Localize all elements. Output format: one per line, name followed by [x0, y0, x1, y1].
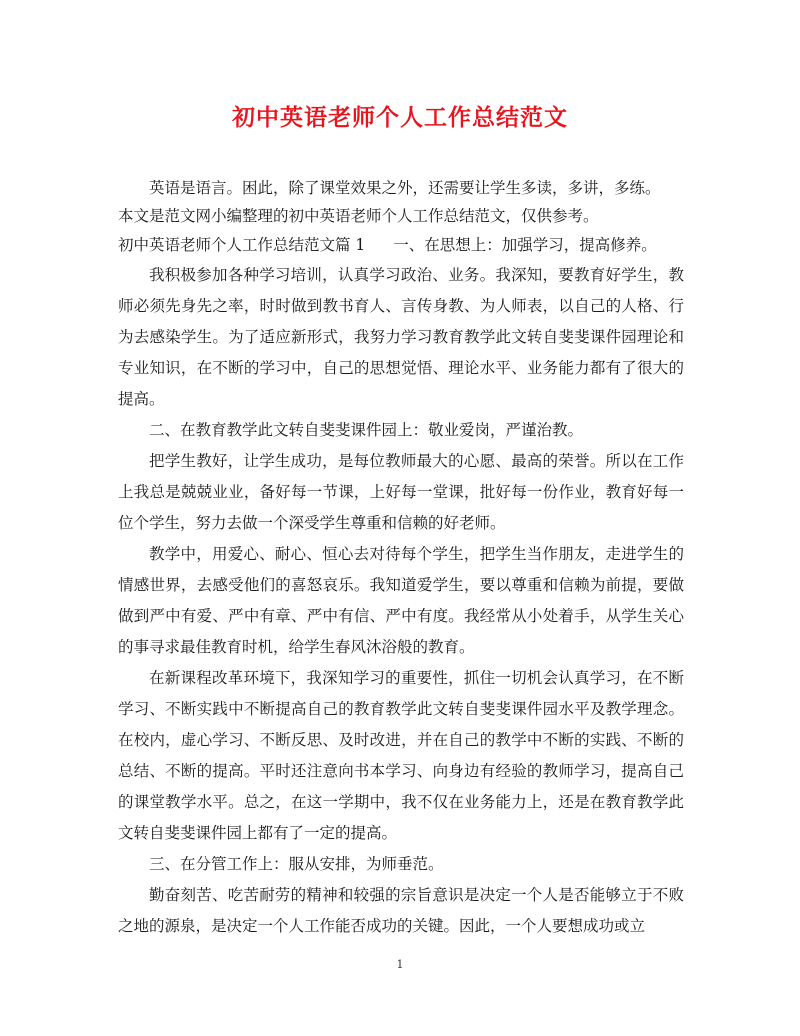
- document-body: [118, 175, 684, 942]
- section-heading-subtitle: 一、在思想上：加强学习，提高修养。: [393, 236, 657, 254]
- paragraph-3: 把学生教好，让学生成功，是每位教师最大的心愿、最高的荣誉。所以在工作上我总是兢兢业业，备好每一节课，上好每一堂课，批好每一份作业，教育好每一位个学生，努力去做一个深受学生尊重和信赖的好老师。: [118, 452, 684, 532]
- intro-line-2: 本文是范文网小编整理的初中英语老师个人工作总结范文，仅供参考。: [118, 207, 599, 225]
- section-heading: [118, 231, 684, 260]
- paragraph-1: 我积极参加各种学习培训，认真学习政治、业务。我深知，要教育好学生，教师必须先身先之率，时时做到教书育人、言传身教、为人师表，以自己的人格、行为去感染学生。为了适应新形式，我努力学习教育教学此文转自斐斐课件园理论和专业知识，在不断的学习中，自己的思想觉悟、理论水平、业务能力都有了很大的提高。: [118, 266, 684, 408]
- paragraph-7: 勤奋刻苦、吃苦耐劳的精神和较强的宗旨意识是决定一个人是否能够立于不败之地的源泉，是决定一个人工作能否成功的关键。因此，一个人要想成功或立: [118, 886, 684, 935]
- intro-line-1: 英语是语言。困此，除了课堂效果之外，还需要让学生多读，多讲，多练。: [149, 179, 661, 197]
- paragraph-2: 二、在教育教学此文转自斐斐课件园上：敬业爱岗，严谨治教。: [149, 421, 584, 439]
- section-heading-title: 初中英语老师个人工作总结范文篇 1: [118, 236, 366, 254]
- document-title: 初中英语老师个人工作总结范文: [232, 104, 568, 131]
- paragraph-6: 三、在分管工作上：服从安排，为师垂范。: [149, 855, 444, 873]
- paragraph-5: 在新课程改革环境下，我深知学习的重要性，抓住一切机会认真学习，在不断学习、不断实践中不断提高自己的教育教学此文转自斐斐课件园水平及教学理念。在校内，虚心学习、不断反思、及时改进，并在自己的教学中不断的实践、不断的总结、不断的提高。平时还注意向书本学习、向身边有经验的教师学习，提高自己的课堂教学水平。总之，在这一学期中，我不仅在业务能力上，还是在教育教学此文转自斐斐课件园上都有了一定的提高。: [118, 669, 684, 842]
- page-number: 1: [396, 958, 404, 971]
- paragraph-4: 教学中，用爱心、耐心、恒心去对待每个学生，把学生当作朋友，走进学生的情感世界，去感受他们的喜怒哀乐。我知道爱学生，要以尊重和信赖为前提，要做做到严中有爱、严中有章、严中有信、严中有度。我经常从小处着手，从学生关心的事寻求最佳教育时机，给学生春风沐浴般的教育。: [118, 545, 684, 656]
